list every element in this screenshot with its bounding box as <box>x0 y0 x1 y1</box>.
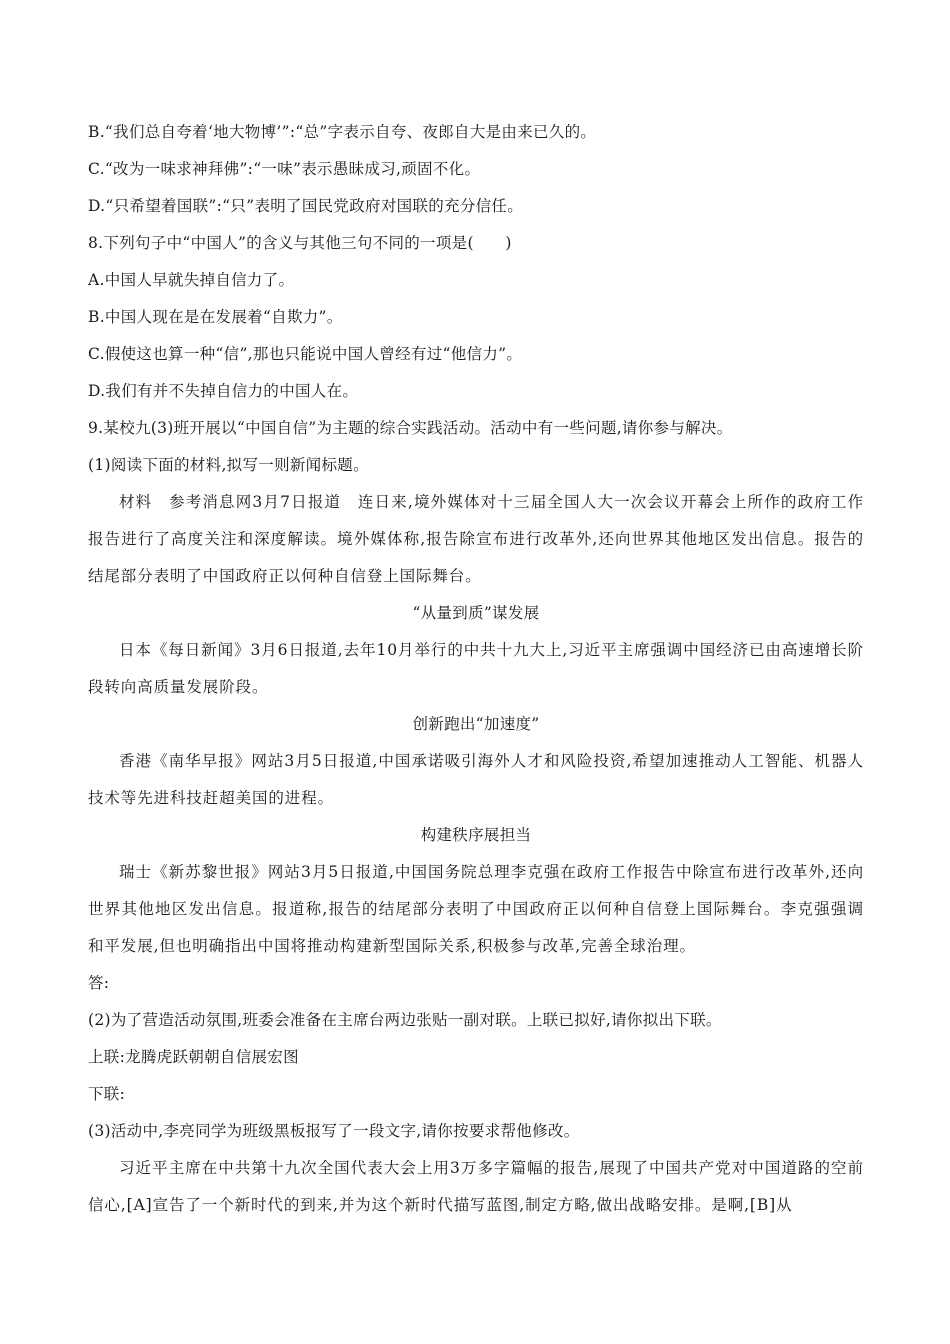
material-heading-3: 构建秩序展担当 <box>420 826 532 844</box>
q7-option-c: C.“改为一味求神拜佛”:“一味”表示愚昧成习,顽固不化。 <box>88 160 481 178</box>
q9-sub1-prompt: (1)阅读下面的材料,拟写一则新闻标题。 <box>88 456 369 474</box>
answer-label: 答: <box>88 974 110 992</box>
q7-option-b: B.“我们总自夸着‘地大物博’”:“总”字表示自夸、夜郎自大是由来已久的。 <box>88 123 597 141</box>
document-page <box>88 114 864 1224</box>
material-heading-2: 创新跑出“加速度” <box>412 715 540 733</box>
material-paragraph-2: 香港《南华早报》网站3月5日报道,中国承诺吸引海外人才和风险投资,希望加速推动人工智能、机器人技术等先进科技赶超美国的进程。 <box>88 752 864 807</box>
upper-couplet: 上联:龙腾虎跃朝朝自信展宏图 <box>88 1048 299 1066</box>
q8-option-b: B.中国人现在是在发展着“自欺力”。 <box>88 308 343 326</box>
lower-couplet-label: 下联: <box>88 1085 126 1103</box>
q7-option-d: D.“只希望着国联”:“只”表明了国民党政府对国联的充分信任。 <box>88 197 524 215</box>
material-paragraph-1: 日本《每日新闻》3月6日报道,去年10月举行的中共十九大上,习近平主席强调中国经济已由高速增长阶段转向高质量发展阶段。 <box>88 641 864 696</box>
q9-stem: 9.某校九(3)班开展以“中国自信”为主题的综合实践活动。活动中有一些问题,请你参与解决。 <box>88 419 733 437</box>
material-paragraph-3: 瑞士《新苏黎世报》网站3月5日报道,中国国务院总理李克强在政府工作报告中除宣布进行改革外,还向世界其他地区发出信息。报道称,报告的结尾部分表明了中国政府正以何种自信登上国际舞台。李克强强调和平发展,但也明确指出中国将推动构建新型国际关系,积极参与改革,完善全球治理。 <box>88 863 864 955</box>
q8-option-c: C.假使这也算一种“信”,那也只能说中国人曾经有过“他信力”。 <box>88 345 523 363</box>
q9-sub3-prompt: (3)活动中,李亮同学为班级黑板报写了一段文字,请你按要求帮他修改。 <box>88 1122 580 1140</box>
material-intro: 材料 参考消息网3月7日报道 连日来,境外媒体对十三届全国人大一次会议开幕会上所作的政府工作报告进行了高度关注和深度解读。境外媒体称,报告除宣布进行改革外,还向世界其他地区发出信息。报告的结尾部分表明了中国政府正以何种自信登上国际舞台。 <box>88 493 864 585</box>
blackboard-paragraph: 习近平主席在中共第十九次全国代表大会上用3万多字篇幅的报告,展现了中国共产党对中国道路的空前信心,[A]宣告了一个新时代的到来,并为这个新时代描写蓝图,制定方略,做出战略安排。是啊,[B]从 <box>88 1159 864 1214</box>
q8-option-d: D.我们有并不失掉自信力的中国人在。 <box>88 382 359 400</box>
q9-sub2-prompt: (2)为了营造活动氛围,班委会准备在主席台两边张贴一副对联。上联已拟好,请你拟出下联。 <box>88 1011 722 1029</box>
material-heading-1: “从量到质”谋发展 <box>412 604 540 622</box>
q8-option-a: A.中国人早就失掉自信力了。 <box>88 271 295 289</box>
q8-stem: 8.下列句子中“中国人”的含义与其他三句不同的一项是( ) <box>88 234 512 252</box>
